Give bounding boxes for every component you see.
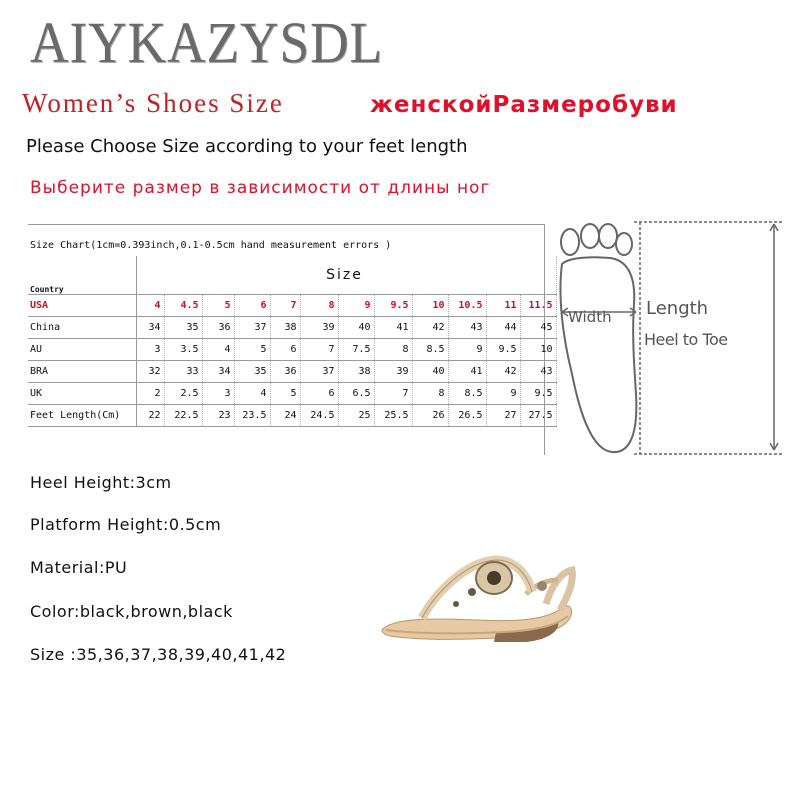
spec-heel-height: Heel Height:3cm <box>30 473 172 492</box>
size-chart-cell: 39 <box>374 361 412 383</box>
size-chart-cell: 9.5 <box>374 295 412 317</box>
size-chart-cell: 22 <box>136 405 164 427</box>
size-chart-cell: 8 <box>300 295 338 317</box>
sandal-icon <box>376 532 576 652</box>
size-chart-cell: 8 <box>412 383 448 405</box>
size-chart-cell: 4.5 <box>164 295 202 317</box>
instruction-english: Please Choose Size according to your feet length <box>26 136 468 157</box>
size-chart-caption: Size Chart(1cm=0.393inch,0.1-0.5cm hand measurement errors ) <box>30 240 392 251</box>
size-chart-cell: 22.5 <box>164 405 202 427</box>
size-chart-cell: 8.5 <box>412 339 448 361</box>
size-chart-cell: 6 <box>300 383 338 405</box>
instruction-russian: Выберите размер в зависимости от длины ног <box>30 178 491 198</box>
size-chart-cell: 7 <box>300 339 338 361</box>
size-chart-cell: 4 <box>234 383 270 405</box>
size-chart-cell: 3.5 <box>164 339 202 361</box>
size-chart-cell: 40 <box>338 317 374 339</box>
size-chart-cell: 10 <box>520 339 556 361</box>
size-chart-cell: 7 <box>374 383 412 405</box>
size-chart-cell: 42 <box>486 361 520 383</box>
size-chart-cell: 42 <box>412 317 448 339</box>
size-chart-cell: 6 <box>270 339 300 361</box>
size-chart-cell: 5 <box>270 383 300 405</box>
size-chart-cell: 11.5 <box>520 295 556 317</box>
size-chart-row <box>28 317 556 339</box>
size-chart-cell: 45 <box>520 317 556 339</box>
size-chart-cell: 6.5 <box>338 383 374 405</box>
size-chart-cell: 35 <box>164 317 202 339</box>
size-chart-cell: 4 <box>202 339 234 361</box>
size-chart-cell: 26.5 <box>448 405 486 427</box>
size-chart-cell: 36 <box>202 317 234 339</box>
size-chart-cell: 41 <box>448 361 486 383</box>
spec-material: Material:PU <box>30 558 128 577</box>
size-chart-cell: 27.5 <box>520 405 556 427</box>
size-chart-cell: 39 <box>300 317 338 339</box>
size-chart-cell: 38 <box>338 361 374 383</box>
size-chart-row-label: USA <box>28 295 136 317</box>
size-chart-cell: 10 <box>412 295 448 317</box>
size-chart-cell: 43 <box>448 317 486 339</box>
size-chart-cell: 8 <box>374 339 412 361</box>
size-chart-row-label: China <box>28 317 136 339</box>
size-chart-header-row <box>28 256 556 295</box>
size-chart-cell: 5 <box>234 339 270 361</box>
country-label: Country <box>28 256 136 295</box>
size-chart-cell: 11 <box>486 295 520 317</box>
spec-sizes: Size :35,36,37,38,39,40,41,42 <box>30 645 287 664</box>
size-chart <box>28 224 553 456</box>
size-chart-cell: 25.5 <box>374 405 412 427</box>
size-chart-row-label: Feet Length(Cm) <box>28 405 136 427</box>
foot-length-label: Length <box>646 298 709 319</box>
size-chart-row <box>28 295 556 317</box>
size-chart-row-label: AU <box>28 339 136 361</box>
size-chart-row-label: UK <box>28 383 136 405</box>
size-chart-cell: 35 <box>234 361 270 383</box>
size-chart-cell: 44 <box>486 317 520 339</box>
size-chart-cell: 27 <box>486 405 520 427</box>
size-chart-cell: 34 <box>202 361 234 383</box>
spec-platform-height: Platform Height:0.5cm <box>30 515 222 534</box>
size-chart-row <box>28 405 556 427</box>
size-chart-cell: 8.5 <box>448 383 486 405</box>
size-chart-cell: 43 <box>520 361 556 383</box>
size-chart-cell: 24.5 <box>300 405 338 427</box>
spec-color: Color:black,brown,black <box>30 602 233 621</box>
size-chart-cell: 32 <box>136 361 164 383</box>
brand-logo: AIYKAZYSDL <box>30 10 384 75</box>
size-label: Size <box>136 256 556 295</box>
size-chart-cell: 34 <box>136 317 164 339</box>
size-chart-cell: 40 <box>412 361 448 383</box>
size-chart-cell: 9 <box>338 295 374 317</box>
size-chart-cell: 9.5 <box>486 339 520 361</box>
size-chart-cell: 26 <box>412 405 448 427</box>
size-chart-cell: 7.5 <box>338 339 374 361</box>
size-chart-cell: 38 <box>270 317 300 339</box>
size-chart-cell: 25 <box>338 405 374 427</box>
size-chart-cell: 2.5 <box>164 383 202 405</box>
size-chart-table <box>28 256 557 427</box>
size-chart-cell: 2 <box>136 383 164 405</box>
size-chart-cell: 23.5 <box>234 405 270 427</box>
size-chart-row <box>28 383 556 405</box>
size-chart-cell: 9.5 <box>520 383 556 405</box>
size-chart-cell: 3 <box>136 339 164 361</box>
size-chart-cell: 9 <box>486 383 520 405</box>
size-chart-cell: 37 <box>300 361 338 383</box>
size-chart-row <box>28 361 556 383</box>
size-chart-cell: 9 <box>448 339 486 361</box>
size-chart-cell: 23 <box>202 405 234 427</box>
size-chart-cell: 37 <box>234 317 270 339</box>
size-chart-cell: 24 <box>270 405 300 427</box>
title-english: Women’s Shoes Size <box>22 88 284 118</box>
foot-diagram <box>548 214 788 464</box>
size-chart-cell: 10.5 <box>448 295 486 317</box>
foot-heel-to-toe-label: Heel to Toe <box>644 330 728 349</box>
size-chart-cell: 33 <box>164 361 202 383</box>
size-chart-cell: 4 <box>136 295 164 317</box>
size-chart-cell: 5 <box>202 295 234 317</box>
size-chart-row-label: BRA <box>28 361 136 383</box>
size-chart-cell: 6 <box>234 295 270 317</box>
size-chart-cell: 3 <box>202 383 234 405</box>
size-chart-row <box>28 339 556 361</box>
size-chart-cell: 7 <box>270 295 300 317</box>
size-chart-cell: 41 <box>374 317 412 339</box>
sandal-image <box>376 532 576 652</box>
foot-width-label: Width <box>568 308 612 326</box>
size-chart-cell: 36 <box>270 361 300 383</box>
title-russian: женскойРазмеробуви <box>370 92 678 118</box>
